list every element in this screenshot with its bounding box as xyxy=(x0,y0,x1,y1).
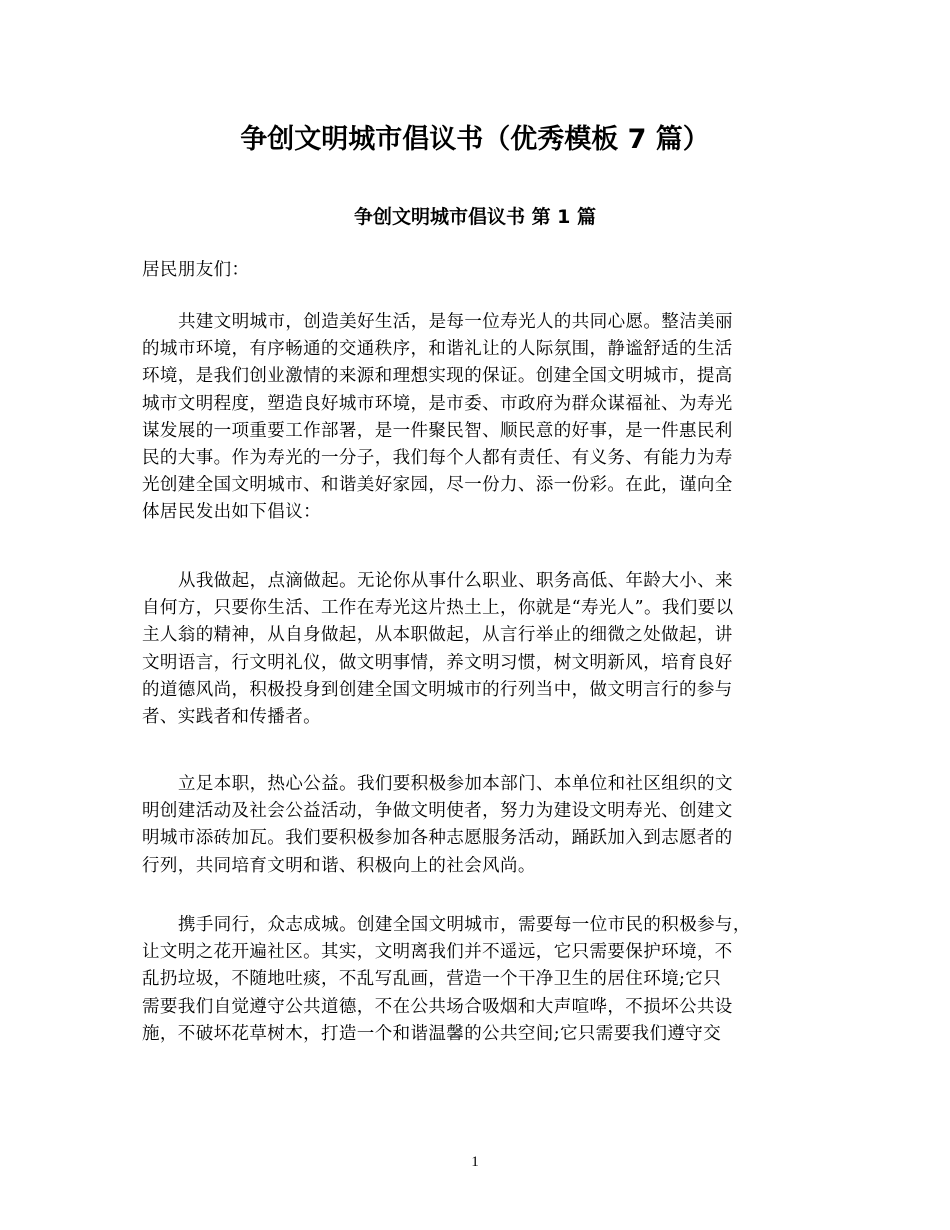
page-number: 1 xyxy=(471,1154,479,1170)
paragraph-line: 携手同行，众志成城。创建全国文明城市，需要每一位市民的积极参与， xyxy=(178,915,751,935)
paragraph-line: 自何方，只要你生活、工作在寿光这片热土上，你就是“寿光人”。我们要以 xyxy=(142,598,734,619)
section-title: 争创文明城市倡议书 第 1 篇 xyxy=(353,206,597,228)
paragraph-4 xyxy=(142,912,810,1048)
paragraph-line: 明创建活动及社会公益活动，争做文明使者，努力为建设文明寿光、创建文 xyxy=(142,801,733,822)
paragraph-line: 体居民发出如下倡议： xyxy=(142,502,321,523)
paragraph-line: 环境，是我们创业激情的来源和理想实现的保证。创建全国文明城市，提高 xyxy=(142,366,733,387)
paragraph-line: 乱扔垃圾，不随地吐痰，不乱写乱画，营造一个干净卫生的居住环境;它只 xyxy=(142,969,722,990)
salutation: 居民朋友们： xyxy=(142,260,250,280)
paragraph-3 xyxy=(142,771,810,880)
document-title: 争创文明城市倡议书（优秀模板 7 篇） xyxy=(240,124,710,155)
paragraph-line: 从我做起，点滴做起。无论你从事什么职业、职务高低、年龄大小、来 xyxy=(178,571,733,591)
paragraph-line: 者、实践者和传播者。 xyxy=(142,707,321,728)
paragraph-line: 让文明之花开遍社区。其实，文明离我们并不遥远，它只需要保护环境，不 xyxy=(142,942,733,963)
paragraph-line: 施，不破坏花草树木，打造一个和谐温馨的公共空间;它只需要我们遵守交 xyxy=(142,1023,722,1044)
paragraph-line: 光创建全国文明城市、和谐美好家园，尽一份力、添一份彩。在此，谨向全 xyxy=(142,475,733,496)
paragraph-line: 的道德风尚，积极投身到创建全国文明城市的行列当中，做文明言行的参与 xyxy=(142,679,733,700)
paragraph-line: 需要我们自觉遵守公共道德，不在公共场合吸烟和大声喧哗，不损坏公共设 xyxy=(142,996,733,1017)
paragraph-line: 文明语言，行文明礼仪，做文明事情，养文明习惯，树文明新风，培育良好 xyxy=(142,652,733,673)
paragraph-line: 民的大事。作为寿光的一分子，我们每个人都有责任、有义务、有能力为寿 xyxy=(142,448,733,469)
paragraph-line: 明城市添砖加瓦。我们要积极参加各种志愿服务活动，踊跃加入到志愿者的 xyxy=(142,828,733,849)
paragraph-line: 行列，共同培育文明和谐、积极向上的社会风尚。 xyxy=(142,855,536,876)
paragraph-line: 立足本职，热心公益。我们要积极参加本部门、本单位和社区组织的文 xyxy=(178,774,733,794)
paragraph-2 xyxy=(142,568,810,731)
paragraph-line: 谋发展的一项重要工作部署，是一件聚民智、顺民意的好事，是一件惠民利 xyxy=(142,420,733,441)
paragraph-line: 共建文明城市，创造美好生活，是每一位寿光人的共同心愿。整洁美丽 xyxy=(178,312,733,332)
paragraph-1 xyxy=(142,309,810,527)
paragraph-line: 城市文明程度，塑造良好城市环境，是市委、市政府为群众谋福祉、为寿光 xyxy=(142,393,733,414)
paragraph-line: 的城市环境，有序畅通的交通秩序，和谐礼让的人际氛围，静谧舒适的生活 xyxy=(142,339,733,360)
paragraph-line: 主人翁的精神，从自身做起，从本职做起，从言行举止的细微之处做起，讲 xyxy=(142,625,733,646)
